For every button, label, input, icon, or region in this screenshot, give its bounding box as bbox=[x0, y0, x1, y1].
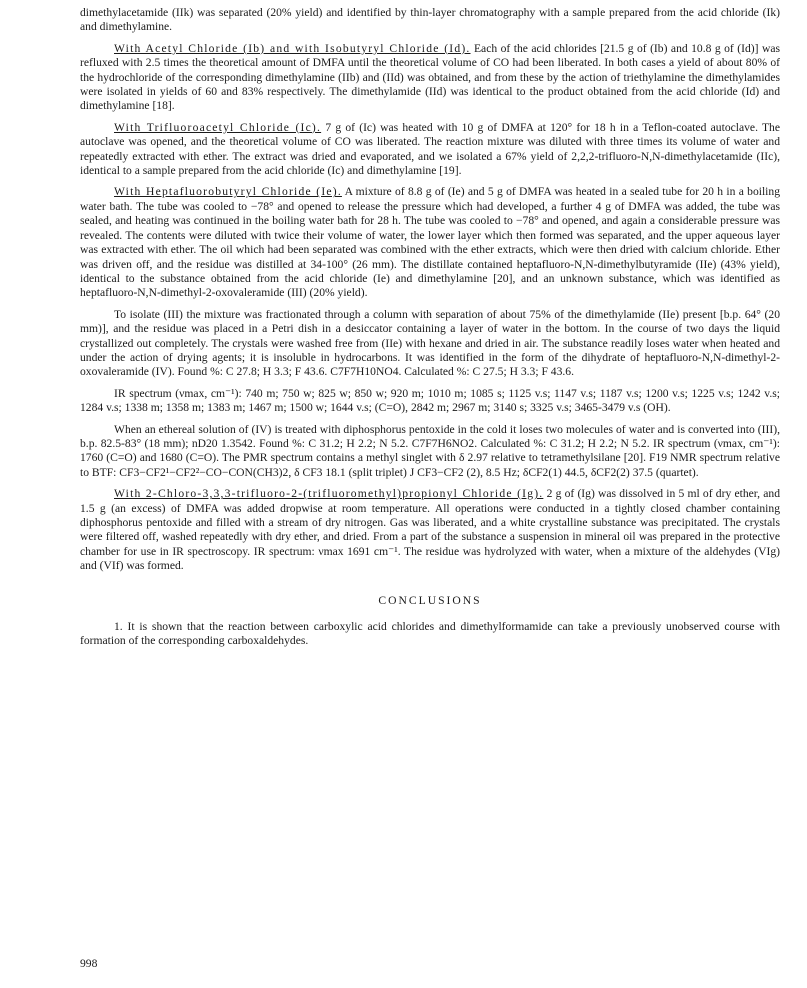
section-heading: With Acetyl Chloride (Ib) and with Isobutyryl Chloride (Id). bbox=[114, 41, 471, 55]
section-chloro-trifluoro bbox=[80, 487, 780, 573]
conclusions-heading: CONCLUSIONS bbox=[378, 593, 482, 607]
section-heading: With Trifluoroacetyl Chloride (Ic). bbox=[114, 120, 322, 134]
section-text: 2 g of (Ig) was dissolved in 5 ml of dry ether, and 1.5 g (an excess) of DMFA was added dropwise at room temperature. All operations were conducted in a tightly closed chamber containing diphosphorus pentoxide and filled with a stream of dry nitrogen. Gas was liberated, and a white crystalline substance was precipitated. The crystals were filtered off, washed repeatedly with dry ether, and dried. From a part of the substance a suspension in mineral oil was prepared in the protective chamber for use in IR spectroscopy. IR spectrum: νmax 1691 cm⁻¹. The residue was hydrolyzed with water, when a mixture of the aldehydes (VIg) and (VIf) was formed. bbox=[80, 487, 780, 573]
section-text: 7 g of (Ic) was heated with 10 g of DMFA at 120° for 18 h in a Teflon-coated autoclave. The autoclave was opened, and the theoretical volume of CO was liberated. The reaction mixture was diluted with three times its volume of water and repeatedly extracted with ether. The extract was dried and evaporated, and we isolated a 67% yield of 2,2,2-trifluoro-N,N-dimethylacetamide (IIc), identical to a sample prepared from the acid chloride (Ic) and dimethylamine [19]. bbox=[80, 120, 780, 178]
section-heading: With 2-Chloro-3,3,3-trifluoro-2-(trifluoromethyl)propionyl Chloride (Ig). bbox=[114, 487, 544, 501]
opening-paragraph: dimethylacetamide (IIk) was separated (20% yield) and identified by thin-layer chromatography with a sample prepared from the acid chloride (Ik) and dimethylamine. bbox=[80, 6, 780, 34]
page-number: 998 bbox=[80, 957, 98, 970]
section-text: Each of the acid chlorides [21.5 g of (Ib) and 10.8 g of (Id)] was refluxed with 2.5 times the theoretical amount of DMFA until the theoretical volume of CO had been liberated. In both cases a yield of about 80% of the hydrochloride of the corresponding dimethylamine (IIb) and (IId) was obtained, and from these by the action of triethylamine the dimethylamides were isolated in yields of 60 and 83% respectively. The dimethylamide (IId) was identical to the product obtained from the acid chloride (Id) and dimethylamine [18]. bbox=[80, 41, 780, 113]
section-text: A mixture of 8.8 g of (Ie) and 5 g of DMFA was heated in a sealed tube for 20 h in a boiling water bath. The tube was cooled to −78° and opened to release the pressure which had developed, a further 4 g of DMFA was added, the tube was sealed, and heating was continued in the boiling water bath for 28 h. The tube was cooled to −78° and opened, and again a considerable pressure was revealed. The contents were diluted with twice their volume of water, the lower layer which then formed was separated, and the upper aqueous layer was extracted with ether. The oil which had been separated was combined with the ether extracts, which were then dried with calcium chloride. Ether was driven off, and the residue was distilled at 34-100° (26 mm). The distillate contained heptafluoro-N,N-dimethylbutyramide (IIe) (43% yield), identical to the substance obtained from the acid chloride (Ie) and dimethylamine [20], and an unknown substance, which was identified as heptafluoro-N,N-dimethyl-2-oxovaleramide (III) (20% yield). bbox=[80, 185, 780, 300]
section-trifluoroacetyl bbox=[80, 121, 780, 179]
ethereal-solution-paragraph: When an ethereal solution of (IV) is treated with diphosphorus pentoxide in the cold it loses two molecules of water and is converted into (III), b.p. 82.5-83° (18 mm); nD20 1.3542. Found %: C 31.2; H 2.2; N 5.2. C7F7H6NO2. Calculated %: C 31.2; H 2.2; N 5.2. IR spectrum (νmax, cm⁻¹): 1760 (C=O) and 1680 (C=O). The PMR spectrum contains a methyl singlet with δ 2.97 relative to tetramethylsilane [20]. F19 NMR spectrum relative to BTF: CF3−CF2¹−CF2²−CO−CON(CH3)2, δ CF3 18.1 (split triplet) J CF3−CF2 (2), 8.5 Hz; δCF2(1) 44.5, δCF2(2) 37.5 (quartet). bbox=[80, 422, 780, 479]
section-acetyl-isobutyryl bbox=[80, 42, 780, 114]
conclusion-item: 1. It is shown that the reaction between carboxylic acid chlorides and dimethylformamide can take a previously unobserved course with formation of the corresponding carboxaldehydes. bbox=[80, 620, 780, 648]
ir-spectrum-paragraph: IR spectrum (νmax, cm⁻¹): 740 m; 750 w; 825 w; 850 w; 920 m; 1010 m; 1085 s; 1125 v.s; 1147 v.s; 1187 v.s; 1200 v.s; 1225 v.s; 1242 v.s; 1284 v.s; 1338 m; 1358 m; 1383 m; 1467 m; 1500 w; 1644 v.s; (C=O), 2842 m; 2967 m; 3140 s; 3325 v.s; 3465-3479 v.s (OH). bbox=[80, 386, 780, 415]
isolation-paragraph: To isolate (III) the mixture was fractionated through a column with separation of about 75% of the dimethylamide (IIe) present [b.p. 64° (20 mm)], and the residue was placed in a Petri dish in a desiccator containing a layer of water in the bottom. In the course of two days the liquid crystallized out completely. The crystals were washed free from (IIe) with hexane and dried in air. The substance readily loses water when heated and under the action of drying agents; it is insoluble in hydrocarbons. It was identified in the form of the dihydrate of heptafluoro-N,N-dimethyl-2-oxovaleramide (IV). Found %: C 27.8; H 3.3; F 43.6. C7F7H10NO4. Calculated %: C 27.5; H 3.3; F 43.6. bbox=[80, 307, 780, 379]
section-heading: With Heptafluorobutyryl Chloride (Ie). bbox=[114, 185, 342, 199]
section-heptafluorobutyryl bbox=[80, 185, 780, 300]
document-page bbox=[80, 0, 780, 649]
